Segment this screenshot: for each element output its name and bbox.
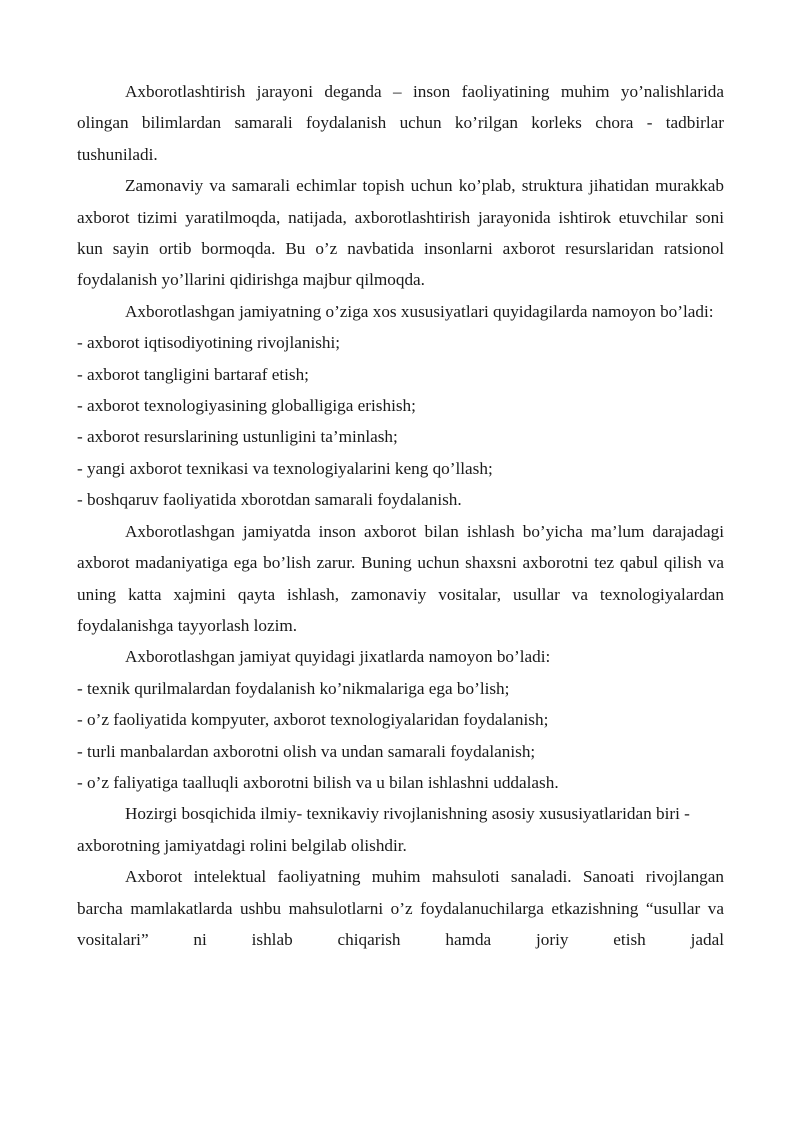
paragraph-intellectual-product: Axborot intelektual faoliyatning muhim mahsuloti sanaladi. Sanoati rivojlangan barcha mamlakatlarda ushbu mahsulotlarni o’z foydalanuchilarga etkazishning “usullar va vositalari” ni ishlab chiqarish hamda joriy etish jadal: [77, 867, 724, 949]
list-item: - axborot iqtisodiyotining rivojlanishi;: [77, 333, 341, 353]
paragraph-society-features-intro: Axborotlashgan jamiyatning o’ziga xos xususiyatlari quyidagilarda namoyon bo’ladi:: [125, 301, 714, 321]
society-features-list: [77, 327, 724, 515]
list-item: - axborot tangligini bartaraf etish;: [77, 364, 309, 384]
list-item: - texnik qurilmalardan foydalanish ko’nikmalariga ega bo’lish;: [77, 678, 510, 698]
list-item: - o’z faliyatiga taalluqli axborotni bilish va u bilan ishlashni uddalash.: [77, 772, 559, 792]
paragraph-information-culture: Axborotlashgan jamiyatda inson axborot bilan ishlash bo’yicha ma’lum darajadagi axborot madaniyatiga ega bo’lish zarur. Buning uchun shaxsni axborotni tez qabul qilish va uning katta xajmini qayta ishlash, zamonaviy vositalar, usullar va texnologiyalardan foydalanishga tayyorlash lozim.: [77, 521, 724, 635]
paragraph-society-aspects-intro: Axborotlashgan jamiyat quyidagi jixatlarda namoyon bo’ladi:: [125, 647, 551, 667]
paragraph-definition: Axborotlashtirish jarayoni deganda – inson faoliyatining muhim yo’nalishlarida olingan bilimlardan samarali foydalanish uchun ko’rilgan korleks chora - tadbirlar tushuniladi.: [77, 82, 724, 164]
list-item: - o’z faoliyatida kompyuter, axborot texnologiyalaridan foydalanish;: [77, 710, 549, 730]
list-item: - axborot resurslarining ustunligini ta’minlash;: [77, 427, 398, 447]
body-text: [77, 76, 724, 955]
list-item: - turli manbalardan axborotni olish va undan samarali foydalanish;: [77, 741, 536, 761]
list-item: - yangi axborot texnikasi va texnologiyalarini keng qo’llash;: [77, 458, 493, 478]
society-aspects-list: [77, 673, 724, 799]
paragraph-information-systems: Zamonaviy va samarali echimlar topish uchun ko’plab, struktura jihatidan murakkab axborot tizimi yaratilmoqda, natijada, axborotlashtirish jarayonida ishtirok etuvchilar soni kun sayin ortib bormoqda. Bu o’z navbatida insonlarni axborot resurslaridan ratsionol foydalanish yo’llarini qidirishga majbur qilmoqda.: [77, 176, 724, 290]
paragraph-current-stage: Hozirgi bosqichida ilmiy- texnikaviy rivojlanishning asosiy xususiyatlaridan biri - axborotning jamiyatdagi rolini belgilab olishdir.: [77, 804, 690, 855]
list-item: - axborot texnologiyasining globalligiga erishish;: [77, 396, 416, 416]
list-item: - boshqaruv faoliyatida xborotdan samarali foydalanish.: [77, 490, 462, 510]
